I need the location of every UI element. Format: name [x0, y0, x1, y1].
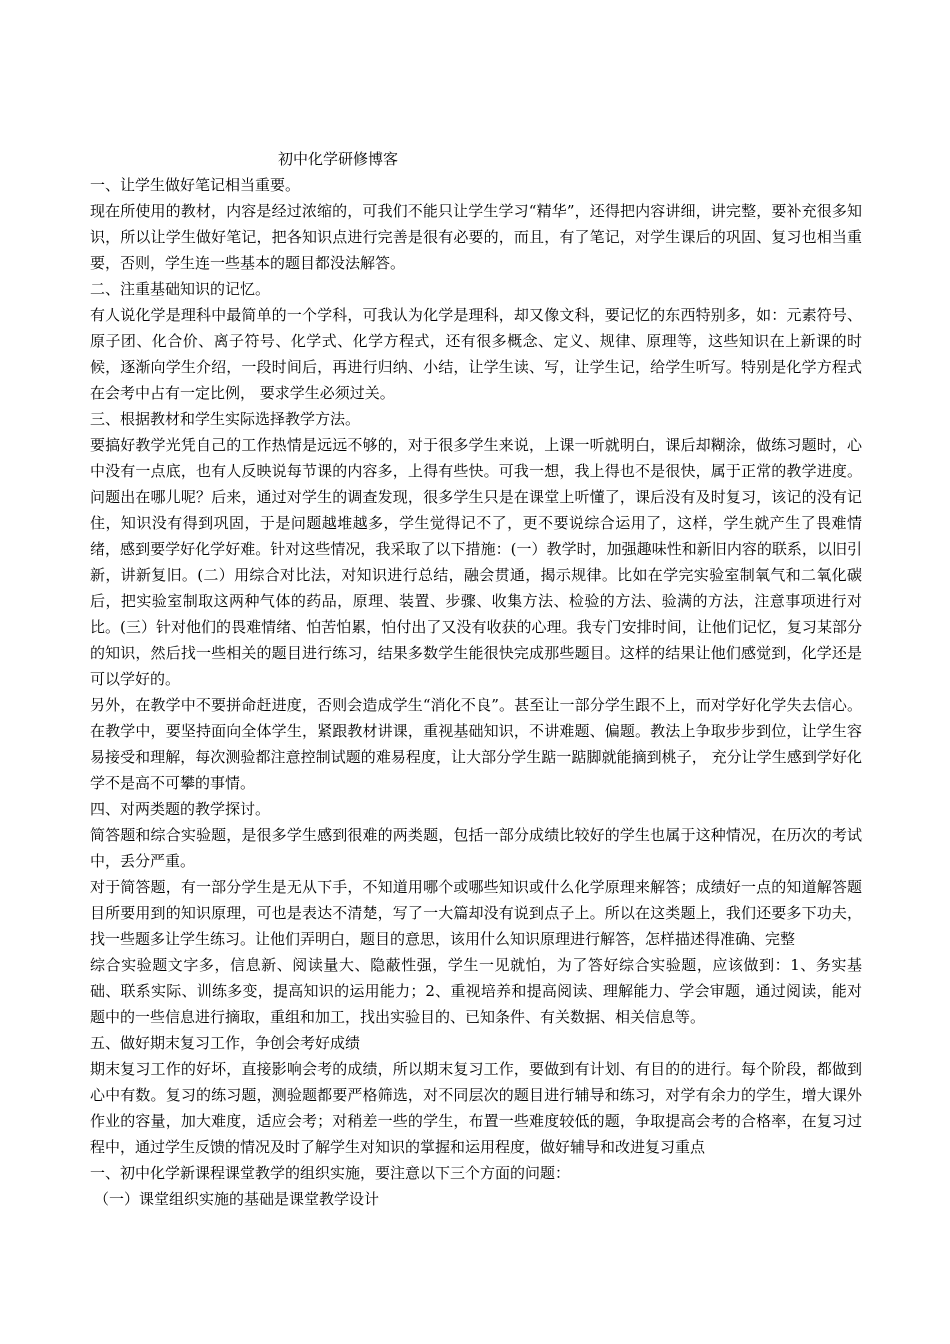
paragraph-review: 期末复习工作的好坏，直接影响会考的成绩，所以期末复习工作，要做到有计划、有目的的进行。每个阶段，都做到心中有数。复习的练习题，测验题都要严格筛选，对不同层次的题目进行辅导和练习，对学有余力的学生，增大课外作业的容量，加大难度，适应会考；对稍差一些的学生，布置一些难度较低的题，争取提高会考的合格率，在复习过程中，通过学生反馈的情况及时了解学生对知识的掌握和运用程度，做好辅导和改进复习重点	[90, 1060, 862, 1156]
section-heading-new-course: 一、初中化学新课程课堂教学的组织实施，要注意以下三个方面的问题：	[90, 1164, 571, 1182]
section-heading-1: 一、让学生做好笔记相当重要。	[90, 176, 301, 194]
paragraph-memory: 有人说化学是理科中最简单的一个学科，可我认为化学是理科，却又像文科，要记忆的东西特别多，如：元素符号、原子团、化合价、离子符号、化学式、化学方程式，还有很多概念、定义、规律、原理等，这些知识在上新课的时候，逐渐向学生介绍，一段时间后，再进行归纳、小结，让学生读、写，让学生记，给学生听写。特别是化学方程式在会考中占有一定比例， 要求学生必须过关。	[90, 306, 862, 402]
paragraph-teaching-method: 要搞好教学光凭自己的工作热情是远远不够的，对于很多学生来说，上课一听就明白，课后却糊涂，做练习题时，心中没有一点底，也有人反映说每节课的内容多，上得有些快。可我一想，我上得也不是很快，属于正常的教学进度。问题出在哪儿呢？后来，通过对学生的调查发现，很多学生只是在课堂上听懂了，课后没有及时复习，该记的没有记住，知识没有得到巩固，于是问题越堆越多，学生觉得记不了，更不要说综合运用了，这样，学生就产生了畏难情绪，感到要学好化学好难。针对这些情况，我采取了以下措施：(一）教学时，加强趣味性和新旧内容的联系，以旧引新，讲新复旧。(二）用综合对比法，对知识进行总结，融会贯通，揭示规律。比如在学完实验室制氧气和二氧化碳后，把实验室制取这两种气体的药品，原理、装置、步骤、收集方法、检验的方法、验满的方法，注意事项进行对比。(三）针对他们的畏难情绪、怕苦怕累，怕付出了又没有收获的心理。我专门安排时间，让他们记忆，复习某部分的知识，然后找一些相关的题目进行练习，结果多数学生能很快完成那些题目。这样的结果让他们感觉到，化学还是可以学好的。	[90, 436, 862, 688]
subsection-heading-1: （一）课堂组织实施的基础是课堂教学设计	[94, 1190, 380, 1208]
section-heading-3: 三、根据教材和学生实际选择教学方法。	[90, 410, 361, 428]
section-heading-4: 四、对两类题的教学探讨。	[90, 800, 271, 818]
paragraph-two-types: 简答题和综合实验题，是很多学生感到很难的两类题，包括一部分成绩比较好的学生也属于这种情况，在历次的考试中，丢分严重。	[90, 826, 862, 870]
section-heading-5: 五、做好期末复习工作，争创会考好成绩	[90, 1034, 361, 1052]
paragraph-short-answer: 对于简答题，有一部分学生是无从下手，不知道用哪个或哪些知识或什么化学原理来解答；成绩好一点的知道解答题目所要用到的知识原理，可也是表达不清楚，写了一大篇却没有说到点子上。所以在这类题上，我们还要多下功夫，找一些题多让学生练习。让他们弄明白，题目的意思，该用什么知识原理进行解答，怎样描述得准确、完整	[90, 878, 862, 948]
document-page	[90, 146, 862, 1212]
paragraph-experiment: 综合实验题文字多，信息新、阅读量大、隐蔽性强，学生一见就怕，为了答好综合实验题，应该做到：1、务实基础、联系实际、训练多变，提高知识的运用能力；2、重视培养和提高阅读、理解能力、学会审题，通过阅读，能对题中的一些信息进行摘取，重组和加工，找出实验目的、已知条件、有关数据、相关信息等。	[90, 956, 862, 1026]
document-title: 初中化学研修博客	[278, 150, 399, 168]
paragraph-notes: 现在所使用的教材，内容是经过浓缩的，可我们不能只让学生学习“精华”，还得把内容讲细，讲完整，要补充很多知识，所以让学生做好笔记，把各知识点进行完善是很有必要的，而且，有了笔记，对学生课后的巩固、复习也相当重要，否则，学生连一些基本的题目都没法解答。	[90, 202, 862, 272]
paragraph-pace: 另外，在教学中不要拼命赶进度，否则会造成学生“消化不良”。甚至让一部分学生跟不上，而对学好化学失去信心。在教学中，要坚持面向全体学生，紧跟教材讲课，重视基础知识，不讲难题、偏题。教法上争取步步到位，让学生容易接受和理解，每次测验都注意控制试题的难易程度，让大部分学生踮一踮脚就能摘到桃子， 充分让学生感到学好化学不是高不可攀的事情。	[90, 696, 862, 792]
section-heading-2: 二、注重基础知识的记忆。	[90, 280, 271, 298]
